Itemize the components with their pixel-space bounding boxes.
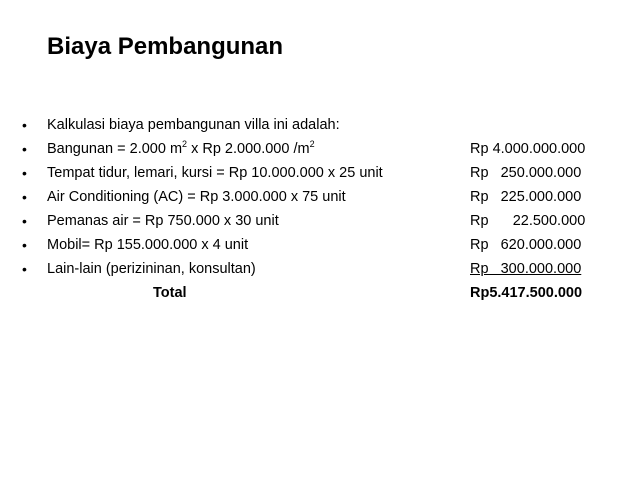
list-item-intro	[0, 113, 638, 137]
bullet-icon: •	[22, 141, 27, 157]
superscript: 2	[182, 139, 188, 150]
list-item-lain-lain	[0, 257, 638, 281]
amount-value: Rp 300.000.000	[470, 261, 582, 277]
total-label: Total	[153, 285, 187, 301]
list-item-bangunan	[0, 137, 638, 161]
bullet-icon: •	[22, 237, 27, 253]
bullet-icon: •	[22, 117, 27, 133]
bullet-icon: •	[22, 261, 27, 277]
cost-list	[0, 113, 638, 305]
total-amount: Rp5.417.500.000	[470, 285, 583, 301]
bullet-icon: •	[22, 213, 27, 229]
amount-value: Rp 4.000.000.000	[470, 141, 586, 157]
bangunan-text-part: x Rp 2.000.000 /m	[187, 141, 310, 157]
list-item-text: Air Conditioning (AC) = Rp 3.000.000 x 75 unit	[47, 189, 346, 205]
list-item-tempat-tidur	[0, 161, 638, 185]
list-item-mobil	[0, 233, 638, 257]
slide-title: Biaya Pembangunan	[47, 33, 284, 60]
list-item-text: Tempat tidur, lemari, kursi = Rp 10.000.000 x 25 unit	[47, 165, 383, 181]
amount-value: Rp 225.000.000	[470, 189, 582, 205]
amount-value: Rp 250.000.000	[470, 165, 582, 181]
bullet-icon: •	[22, 189, 27, 205]
list-item-text	[47, 137, 315, 161]
list-item-text: Kalkulasi biaya pembangunan villa ini adalah:	[47, 117, 340, 133]
amount-value: Rp 620.000.000	[470, 237, 582, 253]
superscript: 2	[309, 139, 315, 150]
total-row	[0, 281, 638, 305]
bullet-icon: •	[22, 165, 27, 181]
list-item-pemanas-air	[0, 209, 638, 233]
list-item-text: Lain-lain (perizininan, konsultan)	[47, 261, 256, 277]
list-item-text: Pemanas air = Rp 750.000 x 30 unit	[47, 213, 279, 229]
list-item-text: Mobil= Rp 155.000.000 x 4 unit	[47, 237, 249, 253]
bangunan-text-part: Bangunan = 2.000 m	[47, 141, 183, 157]
amount-value: Rp 22.500.000	[470, 213, 586, 229]
list-item-ac	[0, 185, 638, 209]
